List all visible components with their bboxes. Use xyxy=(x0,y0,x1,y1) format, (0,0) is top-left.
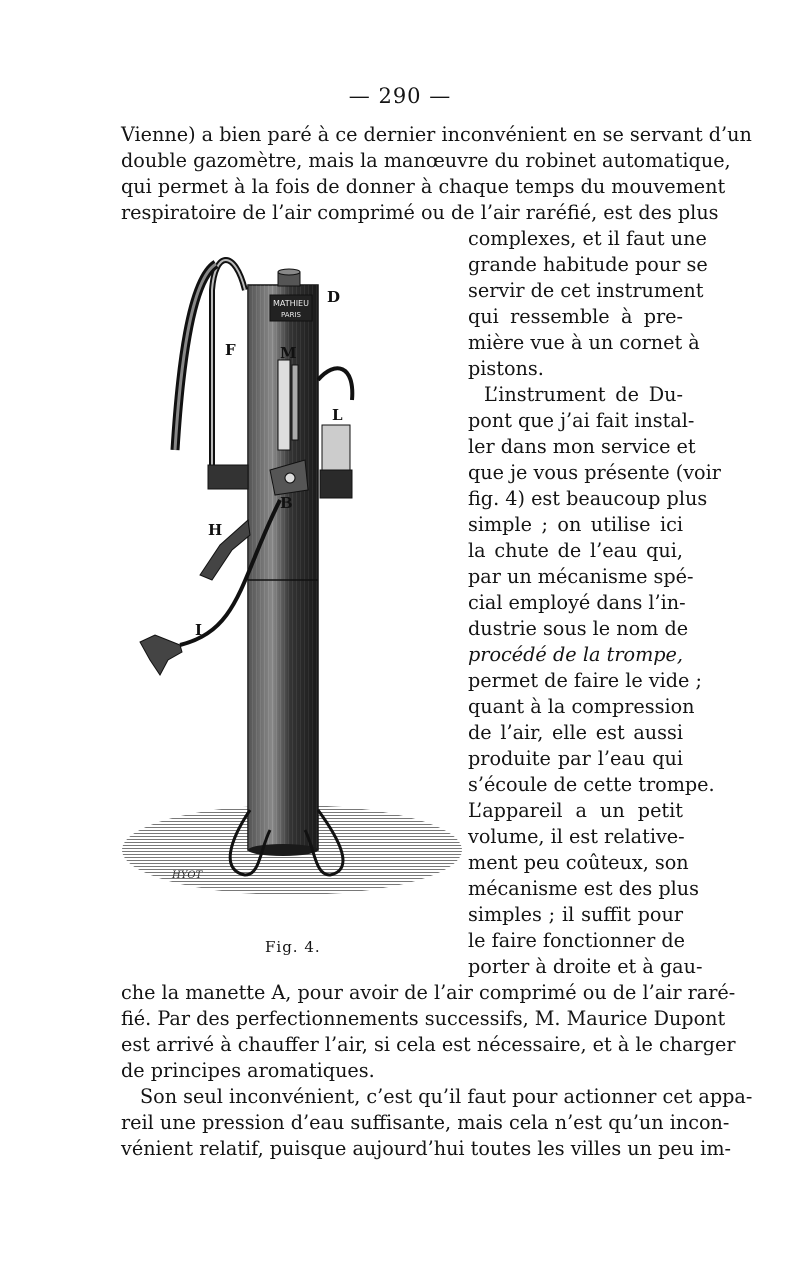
text-line-italic: procédé de la trompe, xyxy=(468,643,683,666)
label-d: D xyxy=(327,288,341,306)
text-line: mécanisme est des plus xyxy=(468,877,699,900)
text-line: qui permet à la fois de donner à chaque temps du mouvement xyxy=(121,175,726,198)
engraver-signature: HYOT xyxy=(172,870,203,881)
text-line: qui ressemble à pre- xyxy=(468,305,683,328)
maker-name: MATHIEU xyxy=(273,299,309,308)
label-h: H xyxy=(208,521,223,539)
label-b: B xyxy=(280,494,293,512)
maker-city: PARIS xyxy=(281,311,301,319)
text-line: che la manette A, pour avoir de l’air comprimé ou de l’air raré- xyxy=(121,981,736,1004)
text-line: grande habitude pour se xyxy=(468,253,708,276)
text-line: de principes aromatiques. xyxy=(121,1059,375,1082)
text-line: par un mécanisme spé- xyxy=(468,565,694,588)
text-line: quant à la compression xyxy=(468,695,695,718)
text-line: que je vous présente (voir xyxy=(468,461,721,484)
text-line: ment peu coûteux, son xyxy=(468,851,689,874)
label-m: M xyxy=(280,344,297,362)
text-line: L’appareil a un petit xyxy=(468,799,683,822)
text-line: double gazomètre, mais la manœuvre du robinet automatique, xyxy=(121,149,731,172)
text-line: la chute de l’eau qui, xyxy=(468,539,683,562)
text-line: servir de cet instrument xyxy=(468,279,704,302)
text-line: complexes, et il faut une xyxy=(468,227,707,250)
text-line: mière vue à un cornet à xyxy=(468,331,700,354)
text-line: vénient relatif, puisque aujourd’hui toutes les villes un peu im- xyxy=(121,1137,731,1160)
text-line: le faire fonctionner de xyxy=(468,929,686,952)
text-line: fié. Par des perfectionnements successifs, M. Maurice Dupont xyxy=(121,1007,726,1030)
text-line: dustrie sous le nom de xyxy=(468,617,689,640)
text-line: pont que j’ai fait instal- xyxy=(468,409,695,432)
text-line: s’écoule de cette trompe. xyxy=(468,773,715,796)
tube-l xyxy=(318,368,352,400)
text-line: de l’air, elle est aussi xyxy=(468,721,683,744)
label-i: I xyxy=(195,621,203,639)
text-line: respiratoire de l’air comprimé ou de l’air raréfié, est des plus xyxy=(121,201,719,224)
label-l: L xyxy=(332,406,343,424)
text-line: ler dans mon service et xyxy=(468,435,696,458)
text-line: L’instrument de Du- xyxy=(484,383,683,406)
text-line: cial employé dans l’in- xyxy=(468,591,686,614)
gauge-tube xyxy=(278,360,290,450)
text-line: reil une pression d’eau suffisante, mais cela n’est qu’un incon- xyxy=(121,1111,730,1134)
mask-i xyxy=(140,635,182,675)
text-line: simple ; on utilise ici xyxy=(468,513,683,536)
text-line: Vienne) a bien paré à ce dernier inconvénient en se servant d’un xyxy=(121,123,752,146)
pipe-f xyxy=(212,260,245,480)
text-line: permet de faire le vide ; xyxy=(468,669,702,692)
text-line: porter à droite et à gau- xyxy=(468,955,703,978)
page-number: — 290 — xyxy=(348,84,452,108)
text-line: produite par l’eau qui xyxy=(468,747,683,770)
text-line: fig. 4) est beaucoup plus xyxy=(468,487,708,510)
text-line: simples ; il suffit pour xyxy=(468,903,683,926)
label-f: F xyxy=(225,341,236,359)
apparatus-engraving xyxy=(120,250,465,940)
bottle-l xyxy=(322,425,350,470)
text-line: Son seul inconvénient, c’est qu’il faut pour actionner cet appa- xyxy=(140,1085,753,1108)
text-line: est arrivé à chauffer l’air, si cela est nécessaire, et à le charger xyxy=(121,1033,736,1056)
text-line: pistons. xyxy=(468,357,544,380)
text-line: volume, il est relative- xyxy=(468,825,685,848)
figure-caption: Fig. 4. xyxy=(265,938,321,956)
clamp-block xyxy=(208,465,248,489)
